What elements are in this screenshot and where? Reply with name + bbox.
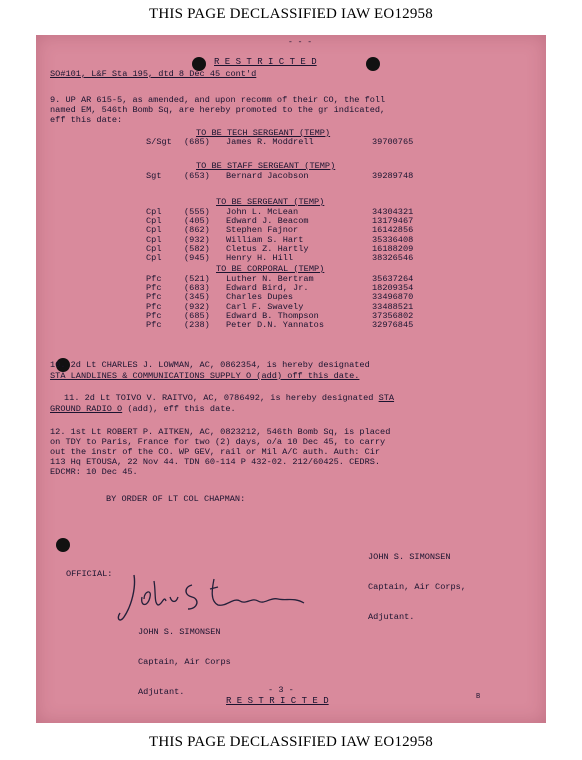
sergeant-roster — [146, 208, 413, 263]
name-cell: Edward J. Beacom — [226, 216, 309, 227]
corporal-heading: TO BE CORPORAL (TEMP) — [216, 264, 325, 274]
code-cell: (945) — [184, 253, 210, 264]
code-cell: (345) — [184, 292, 210, 303]
punch-hole-low-left — [56, 538, 70, 552]
name-cell: Charles Dupes — [226, 292, 294, 303]
code-cell: (405) — [184, 216, 210, 227]
serial-cell: 16188209 — [372, 243, 414, 254]
staff-sergeant-roster — [146, 172, 413, 181]
grade-cell: S/Sgt — [146, 137, 172, 147]
grade-cell: Cpl — [146, 207, 162, 217]
official-label: OFFICIAL: — [66, 569, 113, 579]
name-cell: Edward B. Thompson — [226, 310, 319, 321]
signer-rank: Captain, Air Corps, — [368, 582, 466, 592]
serial-cell: 34304321 — [372, 207, 414, 217]
punch-hole-top-right — [366, 57, 380, 71]
name-cell: William S. Hart — [226, 234, 304, 245]
name-cell: Carl F. Swavely — [226, 301, 304, 312]
declassified-banner-top: THIS PAGE DECLASSIFIED IAW EO12958 — [149, 6, 433, 22]
code-cell: (653) — [184, 171, 210, 181]
grade-cell: Cpl — [146, 225, 162, 236]
page-dash: - - - — [288, 38, 313, 47]
name-cell: Bernard Jacobson — [226, 171, 309, 181]
code-cell: (582) — [184, 243, 210, 254]
grade-cell: Pfc — [146, 283, 162, 294]
table-row — [146, 138, 413, 147]
signer-rank: Captain, Air Corps — [138, 657, 231, 667]
name-cell: Stephen Fajnor — [226, 225, 299, 236]
order-reference: SO#101, L&F Sta 195, dtd 8 Dec 45 cont'd — [50, 69, 257, 79]
document-page — [36, 35, 546, 723]
grade-cell: Cpl — [146, 253, 162, 264]
code-cell: (683) — [184, 283, 210, 294]
grade-cell: Pfc — [146, 301, 162, 312]
serial-cell: 35336408 — [372, 234, 414, 245]
paragraph-11-text-b: STA — [378, 393, 395, 403]
grade-cell: Pfc — [146, 292, 162, 303]
name-cell: Luther N. Bertram — [226, 274, 314, 284]
declassified-banner-bottom: THIS PAGE DECLASSIFIED IAW EO12958 — [149, 734, 433, 750]
serial-cell: 37356802 — [372, 310, 414, 321]
name-cell: Edward Bird, Jr. — [226, 283, 309, 294]
signer-title: Adjutant. — [138, 687, 185, 697]
serial-cell: 39700765 — [372, 137, 414, 147]
code-cell: (521) — [184, 274, 210, 284]
code-cell: (238) — [184, 320, 210, 331]
table-row — [146, 172, 413, 181]
table-row — [146, 321, 413, 330]
name-cell: Cletus Z. Hartly — [226, 243, 309, 254]
serial-cell: 33488521 — [372, 301, 414, 312]
code-cell: (932) — [184, 234, 210, 245]
paragraph-9-text: 9. UP AR 615-5, as amended, and upon recomm of their CO, the foll named EM, 546th Bomb Sq, are hereby promoted to the gr indicated, eff this date: — [50, 95, 386, 125]
grade-cell: Pfc — [146, 320, 162, 331]
paragraph-12-text: 12. 1st Lt ROBERT P. AITKEN, AC, 0823212, 546th Bomb Sq, is placed on TDY to Paris, France for two (2) days, o/a 10 Dec 45, to carry out the instr of the CO. WP GEV, rail or Mil A/C auth. Auth: Cir 113 Hq ETOUSA, 22 Nov 44. TDN 60-114 P 432-02. 212/60425. CEDRS. EDCMR: 10 Dec 45. — [50, 427, 391, 477]
grade-cell: Pfc — [146, 274, 162, 284]
code-cell: (932) — [184, 301, 210, 312]
paragraph-11-line-1 — [64, 393, 394, 403]
serial-cell: 33496870 — [372, 292, 414, 303]
code-cell: (685) — [184, 137, 210, 147]
paragraph-11-duty: GROUND RADIO O — [50, 404, 123, 414]
name-cell: John L. McLean — [226, 207, 299, 217]
by-order-line: BY ORDER OF LT COL CHAPMAN: — [106, 494, 246, 504]
corner-mark: B — [476, 693, 481, 701]
code-cell: (862) — [184, 225, 210, 236]
serial-cell: 13179467 — [372, 216, 414, 227]
code-cell: (555) — [184, 207, 210, 217]
serial-cell: 38326546 — [372, 253, 414, 264]
serial-cell: 35637264 — [372, 274, 414, 284]
classification-header: R E S T R I C T E D — [214, 57, 317, 67]
serial-cell: 39289748 — [372, 171, 414, 181]
serial-cell: 16142856 — [372, 225, 414, 236]
paragraph-11-line-2 — [50, 404, 236, 414]
tech-sergeant-roster — [146, 138, 413, 147]
name-cell: Henry H. Hill — [226, 253, 294, 264]
signature-block-right — [368, 532, 466, 642]
serial-cell: 18209354 — [372, 283, 414, 294]
paragraph-11-text-c: (add), eff this date. — [122, 404, 236, 414]
page-number: - 3 - — [268, 685, 294, 695]
grade-cell: Cpl — [146, 243, 162, 254]
paragraph-10-line-1: 10. 2d Lt CHARLES J. LOWMAN, AC, 0862354, is hereby designated — [50, 360, 370, 370]
grade-cell: Cpl — [146, 216, 162, 227]
signer-name: JOHN S. SIMONSEN — [368, 552, 451, 562]
code-cell: (685) — [184, 310, 210, 321]
signer-title: Adjutant. — [368, 612, 415, 622]
signer-name: JOHN S. SIMONSEN — [138, 627, 221, 637]
serial-cell: 32976845 — [372, 320, 414, 331]
tech-sergeant-heading: TO BE TECH SERGEANT (TEMP) — [196, 128, 331, 138]
paragraph-10-line-2: STA LANDLINES & COMMUNICATIONS SUPPLY O (add) off this date. — [50, 371, 360, 381]
corporal-roster — [146, 275, 413, 330]
name-cell: Peter D.N. Yannatos — [226, 320, 324, 331]
staff-sergeant-heading: TO BE STAFF SERGEANT (TEMP) — [196, 161, 336, 171]
grade-cell: Cpl — [146, 234, 162, 245]
grade-cell: Pfc — [146, 310, 162, 321]
grade-cell: Sgt — [146, 171, 162, 181]
signature-block-left — [138, 607, 231, 717]
classification-footer: R E S T R I C T E D — [226, 696, 329, 706]
paragraph-11-text-a: 11. 2d Lt TOIVO V. RAITVO, AC, 0786492, is hereby designated — [64, 393, 379, 403]
sergeant-heading: TO BE SERGEANT (TEMP) — [216, 197, 325, 207]
table-row — [146, 254, 413, 263]
name-cell: James R. Moddrell — [226, 137, 314, 147]
